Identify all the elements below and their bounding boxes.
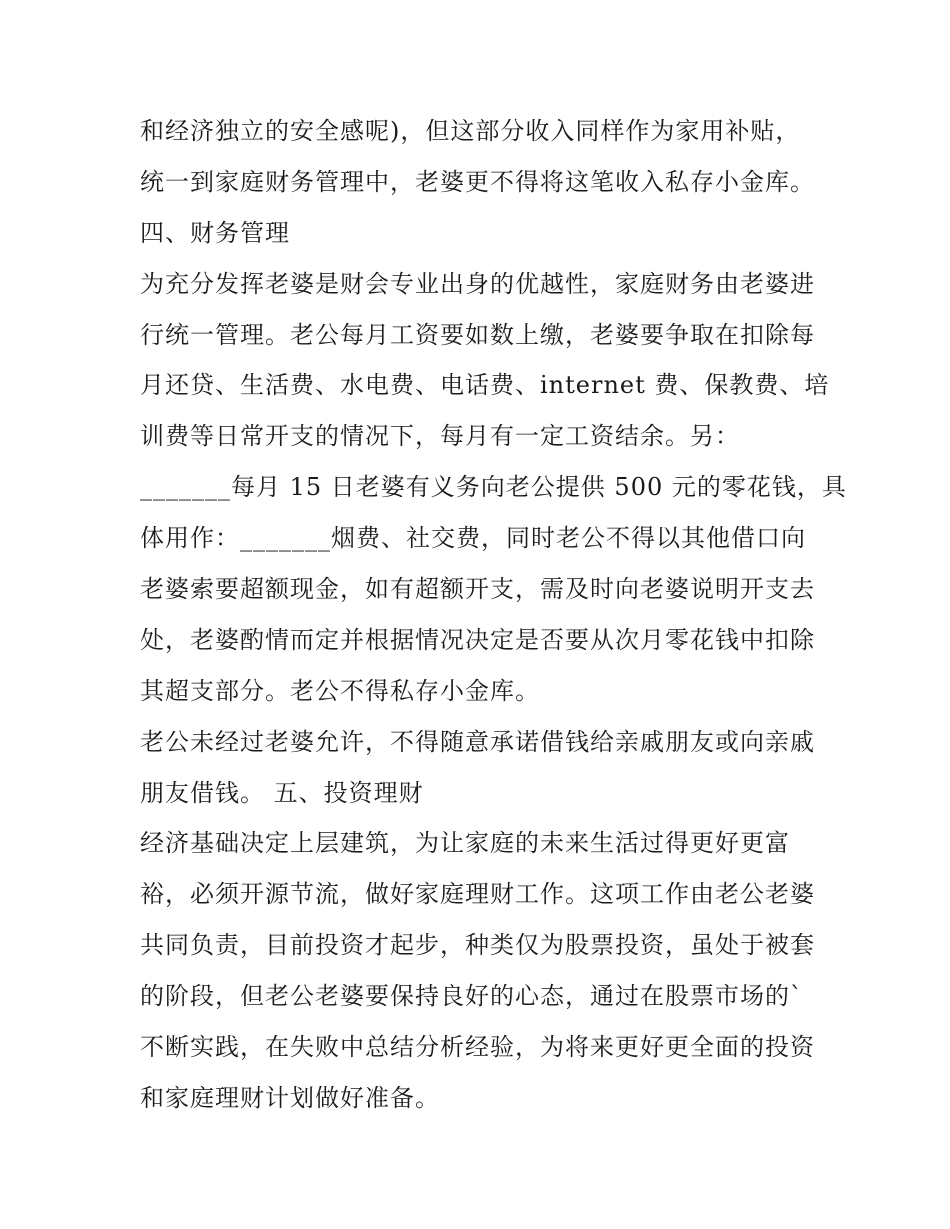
text-line: 和家庭理财计划做好准备。 xyxy=(140,1083,440,1112)
text-line: _______每月 15 日老婆有义务向老公提供 500 元的零花钱，具 xyxy=(140,473,847,502)
text-line: 月还贷、生活费、水电费、电话费、internet 费、保教费、培 xyxy=(140,371,830,400)
document-body xyxy=(140,106,847,1124)
text-line: 体用作：_______烟费、社交费，同时老公不得以其他借口向 xyxy=(140,524,806,553)
text-line: 老公未经过老婆允许，不得随意承诺借钱给亲戚朋友或向亲戚 xyxy=(140,727,815,756)
text-line: 朋友借钱。 五、投资理财 xyxy=(140,778,424,807)
text-line: 为充分发挥老婆是财会专业出身的优越性，家庭财务由老婆进 xyxy=(140,269,815,298)
text-line: 不断实践，在失败中总结分析经验，为将来更好更全面的投资 xyxy=(140,1033,815,1062)
text-line: 处，老婆酌情而定并根据情况决定是否要从次月零花钱中扣除 xyxy=(140,625,815,654)
text-line: 和经济独立的安全感呢)，但这部分收入同样作为家用补贴， xyxy=(140,117,801,145)
text-line: 裕，必须开源节流，做好家庭理财工作。这项工作由老公老婆 xyxy=(140,880,815,909)
text-line: 老婆索要超额现金，如有超额开支，需及时向老婆说明开支去 xyxy=(140,575,815,604)
text-line: 行统一管理。老公每月工资要如数上缴，老婆要争取在扣除每 xyxy=(140,320,815,349)
text-line: 其超支部分。老公不得私存小金库。 xyxy=(140,676,540,705)
section-heading: 四、财务管理 xyxy=(140,218,290,247)
text-line: 的阶段，但老公老婆要保持良好的心态，通过在股票市场的` xyxy=(140,982,803,1011)
text-line: 训费等日常开支的情况下，每月有一定工资结余。另： xyxy=(140,422,740,451)
text-line: 共同负责，目前投资才起步，种类仅为股票投资，虽处于被套 xyxy=(140,931,815,960)
text-line: 经济基础决定上层建筑，为让家庭的未来生活过得更好更富 xyxy=(140,829,790,858)
text-line: 统一到家庭财务管理中，老婆更不得将这笔收入私存小金库。 xyxy=(140,167,815,196)
